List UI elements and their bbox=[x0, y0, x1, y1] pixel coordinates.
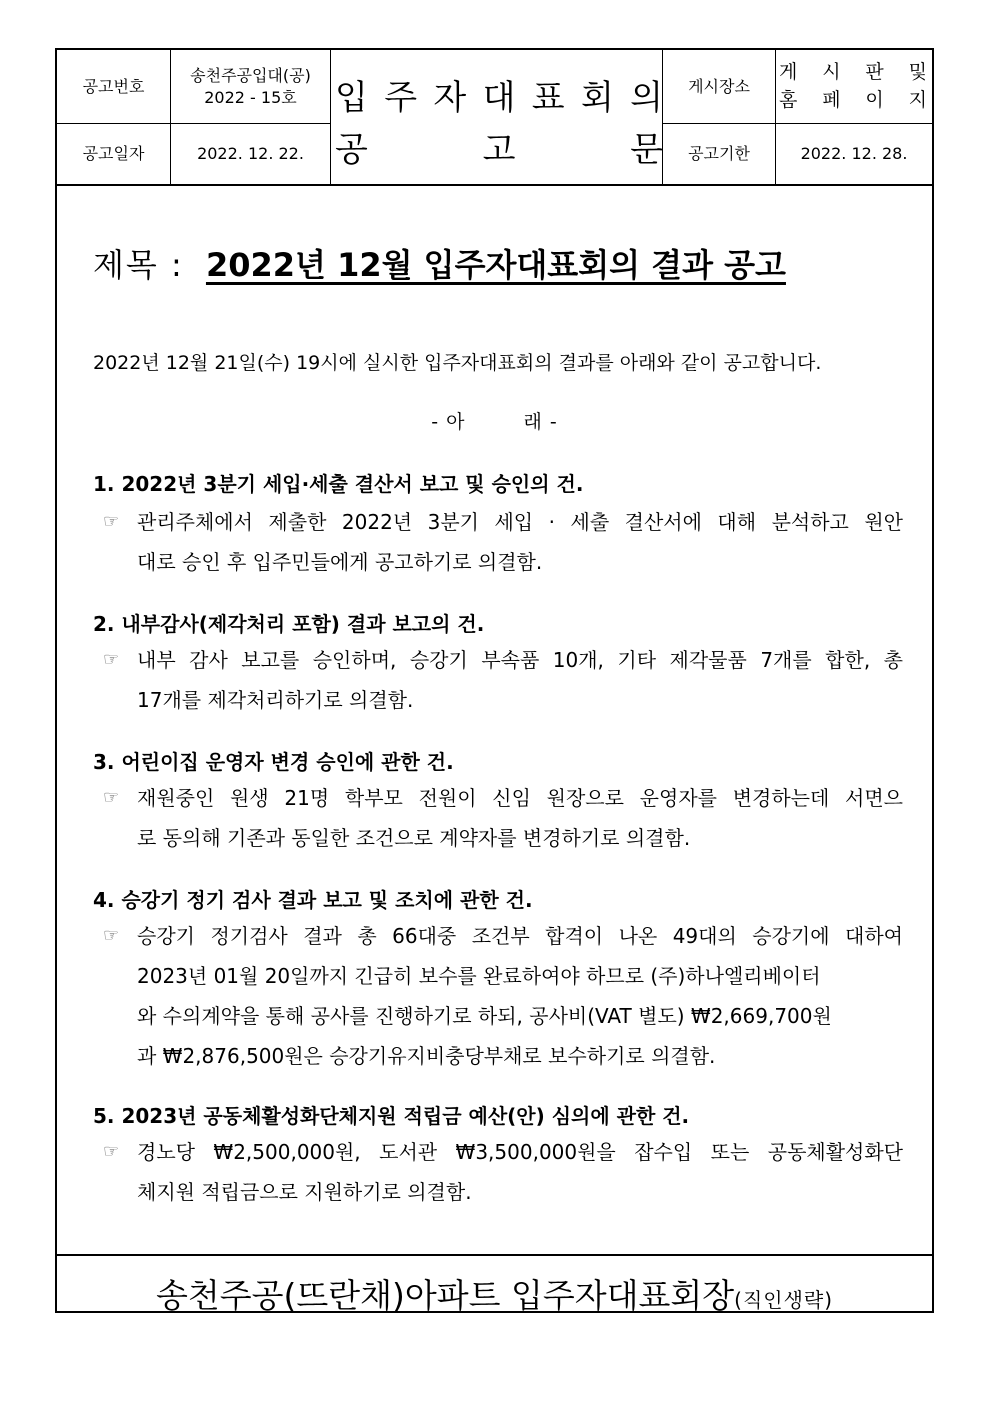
agenda-item-1-title: 1. 2022년 3분기 세입·세출 결산서 보고 및 승인의 건. bbox=[93, 472, 584, 496]
agenda-item-2-body: ☞ 내부 감사 보고를 승인하며, 승강기 부속품 10개, 기타 제각물품 7개를 합한, 총 17개를 제각처리하기로 의결함. bbox=[103, 640, 903, 720]
agenda-item-3-title: 3. 어린이집 운영자 변경 승인에 관한 건. bbox=[93, 750, 454, 774]
post-place-label: 게시장소 bbox=[688, 76, 750, 96]
pointer-icon: ☞ bbox=[103, 511, 120, 532]
agenda-item-3-body: ☞ 재원중인 원생 21명 학부모 전원이 신임 원장으로 운영자를 변경하는데 서면으 로 동의해 기존과 동일한 조건으로 계약자를 변경하기로 의결함. bbox=[103, 778, 903, 858]
document-title-line1: 입 주 자 대 표 회 의 bbox=[335, 78, 665, 118]
document-title-line2: 공 고 문 bbox=[335, 130, 665, 170]
agenda-item-4-title: 4. 승강기 정기 검사 결과 보고 및 조치에 관한 건. bbox=[93, 888, 533, 912]
agenda-item-5-title: 5. 2023년 공동체활성화단체지원 적립금 예산(안) 심의에 관한 건. bbox=[93, 1104, 690, 1128]
notice-document bbox=[55, 48, 934, 1313]
notice-number-line1: 송천주공입대(공) bbox=[190, 65, 311, 85]
signature-name: 송천주공(뜨란채)아파트 입주자대표회장 bbox=[155, 1276, 735, 1315]
signature-footer bbox=[57, 1270, 932, 1317]
notice-number-label: 공고번호 bbox=[82, 76, 145, 96]
notice-date-value: 2022. 12. 22. bbox=[197, 144, 304, 163]
agenda-item-2-title: 2. 내부감사(제각처리 포함) 결과 보고의 건. bbox=[93, 612, 485, 636]
notice-date-label: 공고일자 bbox=[82, 144, 145, 163]
post-deadline-label: 공고기한 bbox=[688, 144, 750, 163]
notice-number-line2: 2022 - 15호 bbox=[204, 87, 297, 107]
agenda-item-4-body: ☞ 승강기 정기검사 결과 총 66대중 조건부 합격이 나온 49대의 승강기에 대하여 2023년 01월 20일까지 긴급히 보수를 완료하여야 하므로 (주)하나엘리베이터 와 수의계약을 통해 공사를 진행하기로 하되, 공사비(VAT 별도) ₩2,669,700원 과 ₩2,876,500원은 승강기유지비충당부채로 보수하기로 의결함. bbox=[103, 916, 903, 1076]
notice-header-table bbox=[57, 50, 932, 185]
subject-label: 제목 : bbox=[93, 246, 184, 284]
intro-text: 2022년 12월 21일(수) 19시에 실시한 입주자대표회의 결과를 아래와 같이 공고합니다. bbox=[93, 352, 822, 374]
pointer-icon: ☞ bbox=[103, 787, 120, 808]
agenda-item-1-body: ☞ 관리주체에서 제출한 2022년 3분기 세입 · 세출 결산서에 대해 분석하고 원안 대로 승인 후 입주민들에게 공고하기로 의결함. bbox=[103, 502, 903, 582]
agenda-item-5-body: ☞ 경노당 ₩2,500,000원, 도서관 ₩3,500,000원을 잡수입 또는 공동체활성화단 체지원 적립금으로 지원하기로 의결함. bbox=[103, 1132, 903, 1212]
pointer-icon: ☞ bbox=[103, 1141, 120, 1162]
seal-omitted-note: (직인생략) bbox=[734, 1288, 834, 1312]
subject-text: 2022년 12월 입주자대표회의 결과 공고 bbox=[205, 246, 786, 284]
post-deadline-value: 2022. 12. 28. bbox=[800, 144, 908, 163]
pointer-icon: ☞ bbox=[103, 925, 120, 946]
below-marker: - 아 래 - bbox=[431, 411, 558, 433]
post-place-value: 게 시 판 및 홈 페 이 지 bbox=[779, 61, 927, 111]
pointer-icon: ☞ bbox=[103, 649, 120, 670]
notice-number-value bbox=[171, 50, 330, 123]
subject-heading bbox=[93, 240, 786, 286]
